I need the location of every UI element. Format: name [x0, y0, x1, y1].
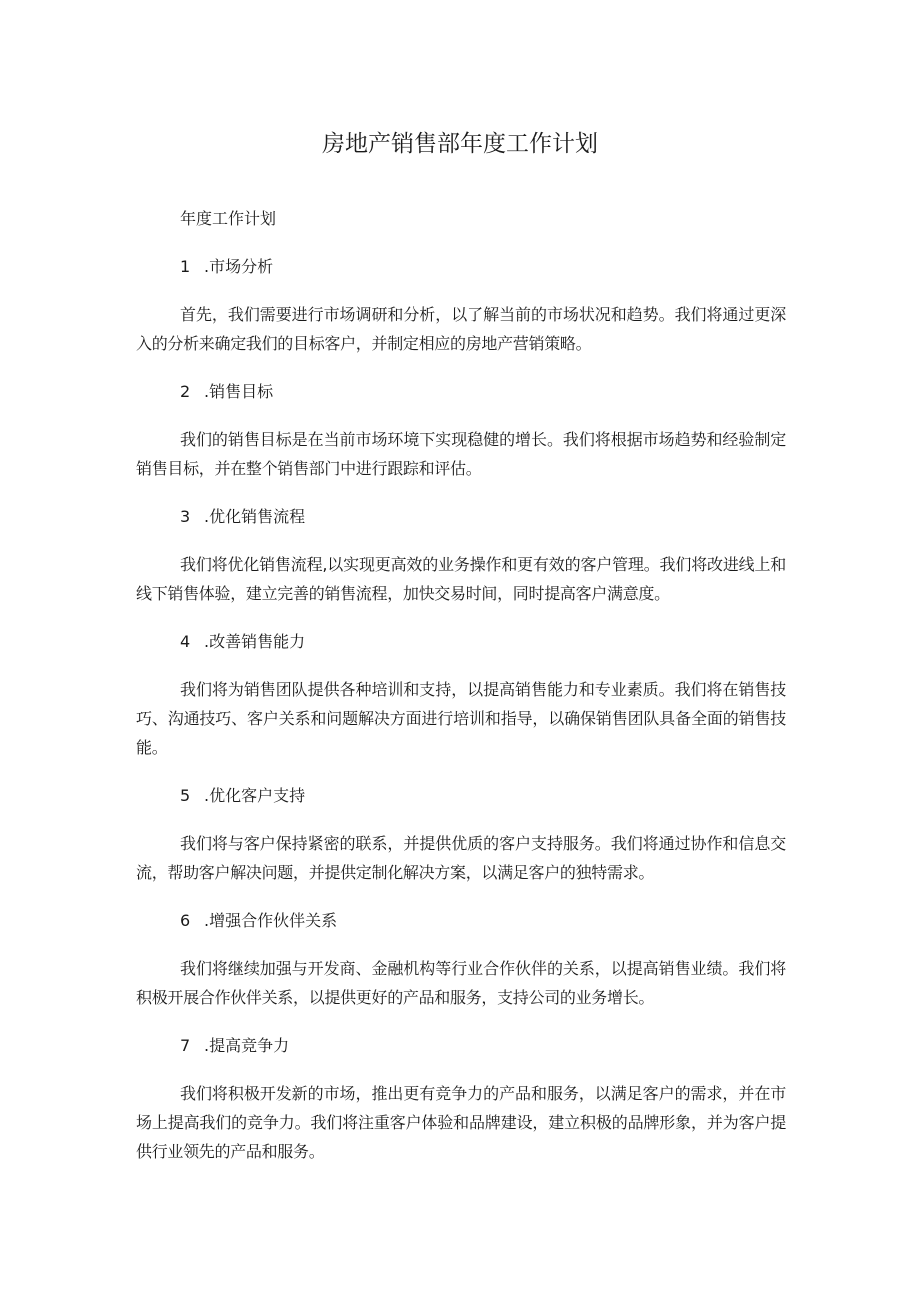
section-paragraph: 我们的销售目标是在当前市场环境下实现稳健的增长。我们将根据市场趋势和经验制定销售目标，并在整个销售部门中进行跟踪和评估。	[136, 430, 786, 478]
section-heading	[180, 252, 786, 281]
document-title: 房地产销售部年度工作计划	[322, 131, 598, 157]
section-title: .优化销售流程	[204, 507, 306, 526]
section-number: 5	[180, 786, 191, 805]
section-paragraph: 我们将为销售团队提供各种培训和支持，以提高销售能力和专业素质。我们将在销售技巧、沟通技巧、客户关系和问题解决方面进行培训和指导，以确保销售团队具备全面的销售技能。	[136, 680, 786, 757]
section-number: 1	[180, 257, 191, 276]
section-number: 2	[180, 382, 191, 401]
section-title: .改善销售能力	[204, 632, 306, 651]
section-7	[136, 1031, 786, 1166]
section-2	[136, 377, 786, 483]
section-6	[136, 906, 786, 1012]
section-heading	[180, 906, 786, 935]
section-heading	[180, 502, 786, 531]
section-heading	[180, 1031, 786, 1060]
section-5	[136, 781, 786, 887]
section-paragraph: 我们将继续加强与开发商、金融机构等行业合作伙伴的关系，以提高销售业绩。我们将积极开展合作伙伴关系，以提供更好的产品和服务，支持公司的业务增长。	[136, 959, 786, 1007]
section-3	[136, 502, 786, 608]
section-number: 4	[180, 632, 191, 651]
document-body	[136, 204, 786, 1185]
section-paragraph: 我们将与客户保持紧密的联系，并提供优质的客户支持服务。我们将通过协作和信息交流，帮助客户解决问题，并提供定制化解决方案，以满足客户的独特需求。	[136, 834, 786, 882]
section-heading	[180, 627, 786, 656]
section-4	[136, 627, 786, 762]
section-heading	[180, 781, 786, 810]
section-paragraph: 我们将积极开发新的市场，推出更有竞争力的产品和服务，以满足客户的需求，并在市场上提高我们的竞争力。我们将注重客户体验和品牌建设，建立积极的品牌形象，并为客户提供行业领先的产品和服务。	[136, 1084, 786, 1161]
section-title: .增强合作伙伴关系	[204, 911, 338, 930]
section-title: .销售目标	[204, 382, 274, 401]
document-subtitle: 年度工作计划	[180, 209, 277, 228]
section-number: 7	[180, 1036, 191, 1055]
section-paragraph: 首先，我们需要进行市场调研和分析，以了解当前的市场状况和趋势。我们将通过更深入的分析来确定我们的目标客户，并制定相应的房地产营销策略。	[136, 305, 786, 353]
section-1	[136, 252, 786, 358]
section-number: 3	[180, 507, 191, 526]
section-title: .提高竞争力	[204, 1036, 290, 1055]
section-title: .市场分析	[204, 257, 274, 276]
section-title: .优化客户支持	[204, 786, 306, 805]
section-paragraph: 我们将优化销售流程,以实现更高效的业务操作和更有效的客户管理。我们将改进线上和线下销售体验，建立完善的销售流程，加快交易时间，同时提高客户满意度。	[136, 555, 786, 603]
section-heading	[180, 377, 786, 406]
section-number: 6	[180, 911, 191, 930]
